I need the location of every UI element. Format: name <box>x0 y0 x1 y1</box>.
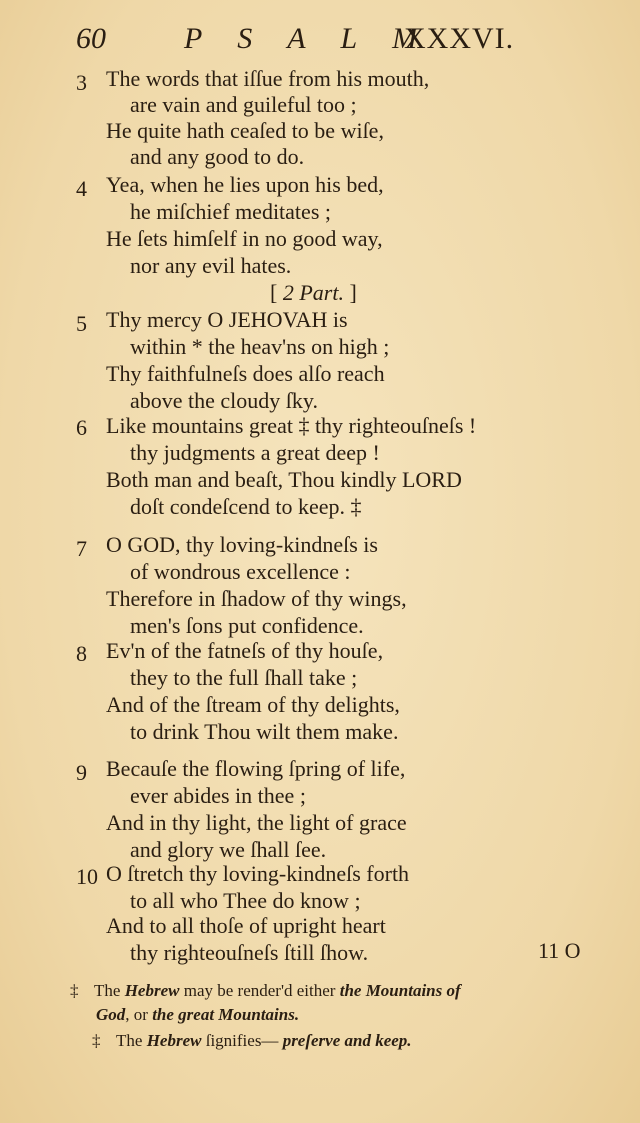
psalm-title: P S A L M <box>184 22 432 55</box>
verse-line: Like mountains great ‡ thy righteouſneſs ! <box>106 413 477 438</box>
verse-line: to all who Thee do know ; <box>130 888 361 913</box>
verse-line: He quite hath ceaſed to be wiſe, <box>106 118 384 143</box>
verse-line: he miſchief meditates ; <box>130 199 331 224</box>
verse-number: 3 <box>76 70 87 95</box>
verse-line: ever abides in thee ; <box>130 783 306 808</box>
verse-line: within * the heav'ns on high ; <box>130 334 390 359</box>
verse-number: 7 <box>76 536 87 561</box>
verse-line: Ev'n of the fatneſs of thy houſe, <box>106 638 384 663</box>
verse-line: Thy mercy O JEHOVAH is <box>106 307 348 332</box>
verse-line: And to all thoſe of upright heart <box>106 913 386 938</box>
verse-number: 5 <box>76 311 87 336</box>
verse-line: Yea, when he lies upon his bed, <box>106 172 384 197</box>
verse-number: 8 <box>76 641 87 666</box>
verse-line: The words that iſſue from his mouth, <box>106 66 430 91</box>
verse-line: above the cloudy ſky. <box>130 388 318 413</box>
footnote: ‡ The Hebrew ſignifies— preſerve and keep. <box>92 1031 412 1050</box>
verse-line: Becauſe the flowing ſpring of life, <box>106 756 406 781</box>
verse-line: and any good to do. <box>130 144 305 169</box>
footnote: ‡ The Hebrew may be render'd either the Mountains of <box>70 981 461 1000</box>
verse-line: thy judgments a great deep ! <box>130 440 380 465</box>
catchword: 11 O <box>538 938 581 963</box>
page-number: 60 <box>76 22 106 55</box>
verse-line: O GOD, thy loving-kindneſs is <box>106 532 378 557</box>
verse-line: And in thy light, the light of grace <box>106 810 407 835</box>
verse-line: of wondrous excellence : <box>130 559 351 584</box>
verse-line: And of the ſtream of thy delights, <box>106 692 400 717</box>
verse-number: 10 <box>76 864 98 889</box>
footnote-mark: ‡ <box>92 1031 101 1050</box>
verse-line: are vain and guileful too ; <box>130 92 357 117</box>
verse-line: Both man and beaſt, Thou kindly LORD <box>106 467 462 492</box>
verse-number: 6 <box>76 415 87 440</box>
verse-line: doſt condeſcend to keep. ‡ <box>130 494 362 519</box>
verse-line: nor any evil hates. <box>130 253 292 278</box>
verse-number: 4 <box>76 176 87 201</box>
verse-line: thy righteouſneſs ſtill ſhow. <box>130 940 369 965</box>
footnote-continuation: God, or the great Mountains. <box>96 1005 300 1024</box>
psalm-number: XXXVI. <box>404 22 515 55</box>
part-label: 2 Part. <box>282 280 344 305</box>
part-marker: [ 2 Part. ] <box>270 280 357 305</box>
verse-line: they to the full ſhall take ; <box>130 665 358 690</box>
verse-line: Thy faithfulneſs does alſo reach <box>106 361 385 386</box>
verse-line: to drink Thou wilt them make. <box>130 719 399 744</box>
verse-number: 9 <box>76 760 87 785</box>
footnote-mark: ‡ <box>70 981 79 1000</box>
verse-line: and glory we ſhall ſee. <box>130 837 327 862</box>
verse-line: O ſtretch thy loving-kindneſs forth <box>106 861 410 886</box>
verse-line: men's ſons put confidence. <box>130 613 364 638</box>
verse-line: Therefore in ſhadow of thy wings, <box>106 586 407 611</box>
verse-line: He ſets himſelf in no good way, <box>106 226 383 251</box>
